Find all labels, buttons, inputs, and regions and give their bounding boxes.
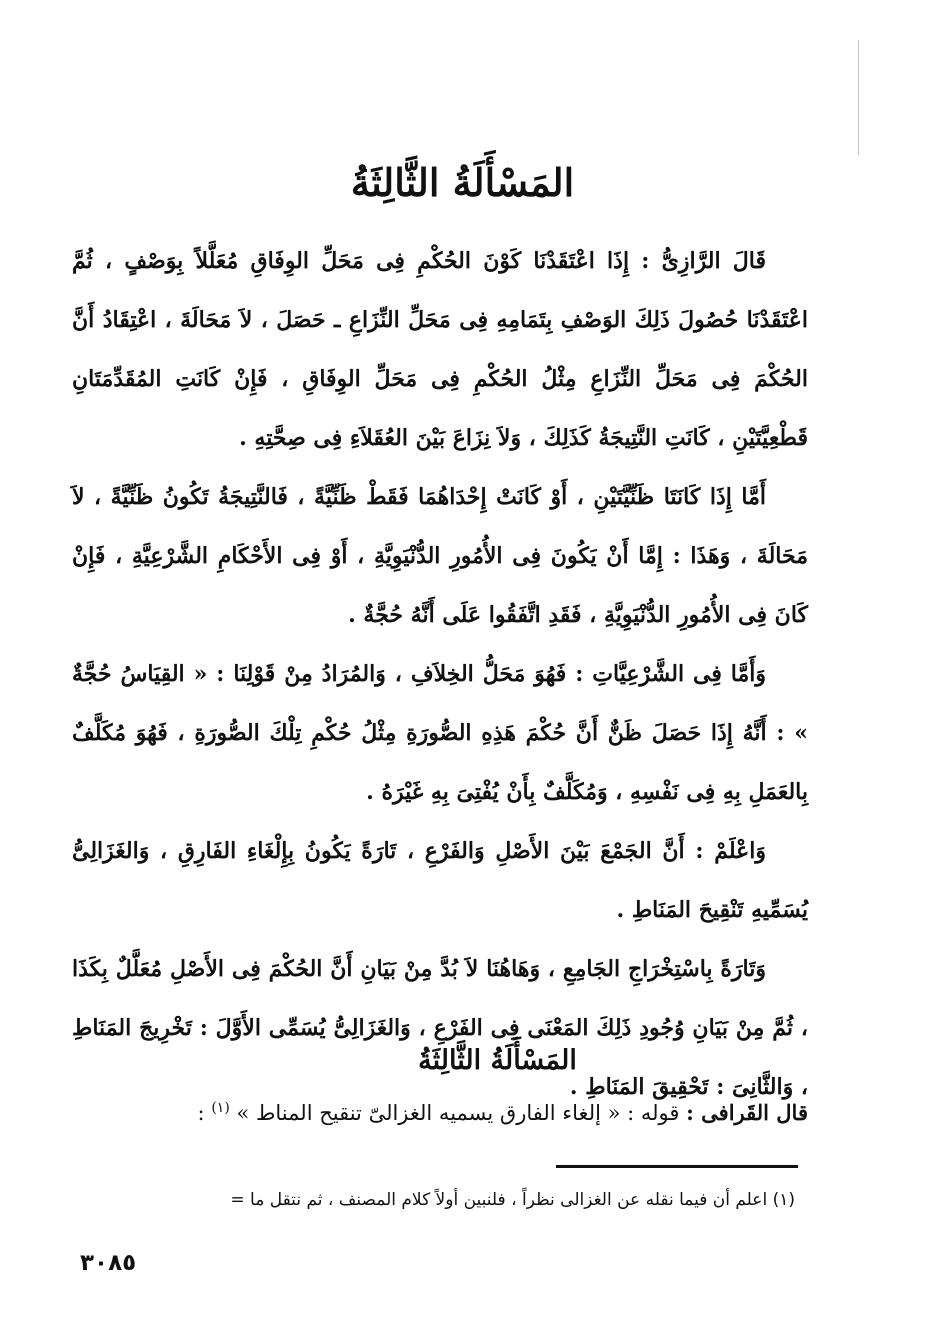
qarafi-colon: : bbox=[197, 1101, 205, 1125]
paragraph-razi-2: أَمَّا إِذَا كَانَتَا ظَنِّيَّتَيْنِ ، أَوْ كَانَتْ إِحْدَاهُمَا فَقَطْ ظَنِّيَّةً ، فَالنَّتِيجَةُ تَكُونُ ظَنِّيَّةً ، لاَ مَحَالَةَ ، وَهَذَا : إِمَّا أَنْ يَكُونَ فِى الأُمُورِ الدُّنْيَوِيَّةِ ، أَوْ فِى الأَحْكَامِ الشَّرْعِيَّةِ ، فَإِنْ كَانَ فِى الأُمُورِ الدُّنْيَوِيَّةِ ، فَقَدِ اتَّفَقُوا عَلَى أَنَّهُ حُجَّةٌ . bbox=[72, 484, 808, 628]
page-edge-line bbox=[858, 40, 859, 155]
section-title: المَسْأَلَةُ الثَّالِثَةُ bbox=[350, 160, 575, 205]
footnote-divider bbox=[556, 1165, 798, 1168]
paragraph-razi-3: وَأَمَّا فِى الشَّرْعِيَّاتِ : فَهُوَ مَحَلُّ الخِلاَفِ ، وَالمُرَادُ مِنْ قَوْلِنَا : « القِيَاسُ حُجَّةٌ » : أَنَّهُ إِذَا حَصَلَ ظَنٌّ أَنَّ حُكْمَ هَذِهِ الصُّورَةِ مِثْلُ حُكْمِ تِلْكَ الصُّورَةِ ، فَهُوَ مُكَلَّفٌ بِالعَمَلِ بِهِ فِى نَفْسِهِ ، وَمُكَلَّفٌ بِأَنْ يُفْتِىَ بِهِ غَيْرَهُ . bbox=[72, 661, 808, 805]
main-text bbox=[72, 232, 808, 1117]
paragraph-razi-4: وَاعْلَمْ : أَنَّ الجَمْعَ بَيْنَ الأَصْلِ وَالفَرْعِ ، تَارَةً يَكُونُ بِإِلْغَاءِ الفَارِقِ ، وَالغَزَالِىُّ يُسَمِّيهِ تَنْقِيحَ المَنَاطِ . bbox=[72, 838, 808, 923]
page-number: ٣٠٨٥ bbox=[80, 1250, 137, 1276]
qarafi-speaker: قال القَرافى : bbox=[686, 1100, 808, 1125]
section-subtitle: المَسْأَلَةُ الثَّالِثَةُ bbox=[418, 1045, 577, 1076]
qarafi-quote: قوله : « إلغاء الفارق يسميه الغزالىّ تنقيح المناط » bbox=[236, 1101, 680, 1125]
paragraph-razi-5: وَتَارَةً بِاسْتِخْرَاجِ الجَامِعِ ، وَهَاهُنَا لاَ بُدَّ مِنْ بَيَانِ أَنَّ الحُكْمَ فِى الأَصْلِ مُعَلَّلٌ بِكَذَا ، ثُمَّ مِنْ بَيَانِ وُجُودِ ذَلِكَ المَعْنَى فِى الفَرْعِ ، وَالغَزَالِىُّ يُسَمِّى الأَوَّلَ : تَخْرِيجَ المَنَاطِ ، وَالثَّانِىَ : تَحْقِيقَ المَنَاطِ . bbox=[72, 956, 808, 1100]
footnote-text: (١) اعلم أن فيما نقله عن الغزالى نظراً ، فلنبين أولاً كلام المصنف ، ثم نتقل ما = bbox=[230, 1190, 795, 1210]
footnote-ref: (١) bbox=[211, 1100, 230, 1116]
paragraph-razi-1: قَالَ الرَّازِىُّ : إِذَا اعْتَقَدْنَا كَوْنَ الحُكْمِ فِى مَحَلِّ الوِفَاقِ مُعَلَّلاً بِوَصْفٍ ، ثُمَّ اعْتَقَدْنَا حُصُولَ ذَلِكَ الوَصْفِ بِتَمَامِهِ فِى مَحَلِّ النِّزَاعِ ـ حَصَلَ ، لاَ مَحَالَةَ ، اعْتِقَادُ أَنَّ الحُكْمَ فِى مَحَلِّ النِّزَاعِ مِثْلُ الحُكْمِ فِى مَحَلِّ الوِفَاقِ ، فَإِنْ كَانَتِ المُقَدِّمَتَانِ قَطْعِيَّتَيْنِ ، كَانَتِ النَّتِيجَةُ كَذَلِكَ ، وَلاَ نِزَاعَ بَيْنَ العُقَلاَءِ فِى صِحَّتِهِ . bbox=[72, 248, 808, 451]
qarafi-commentary bbox=[100, 1100, 808, 1125]
